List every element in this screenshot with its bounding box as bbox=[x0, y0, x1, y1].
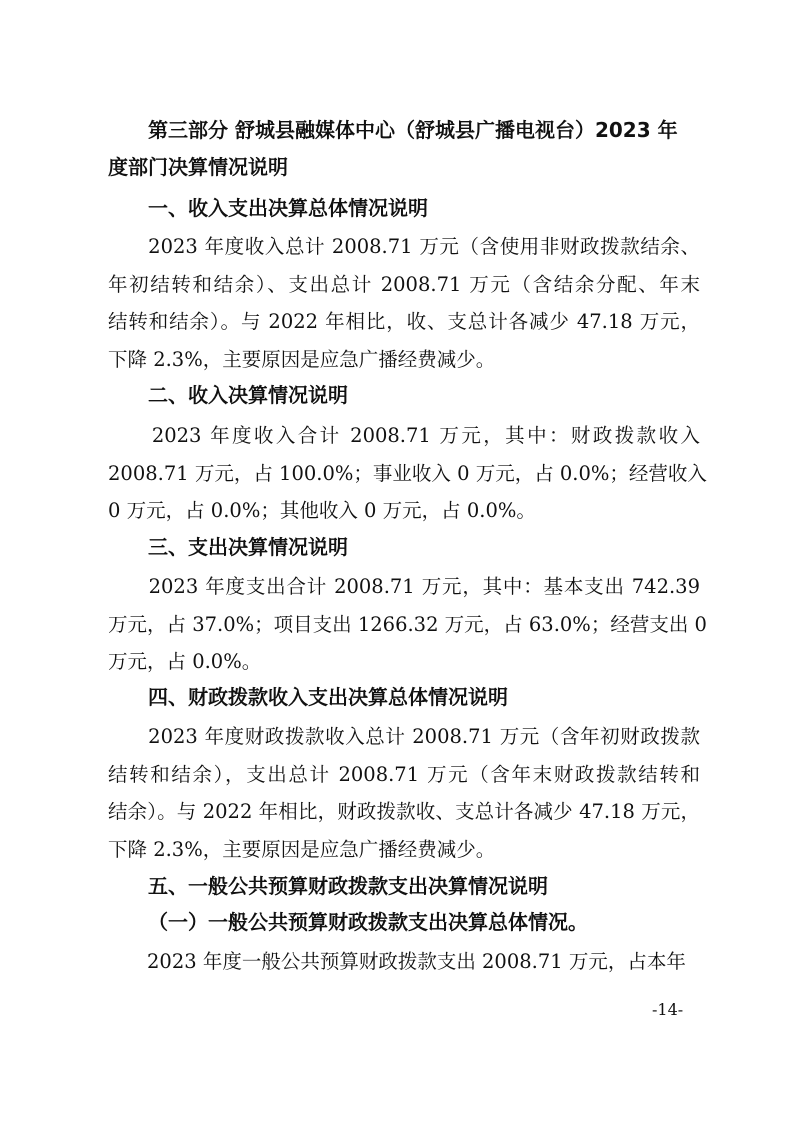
paragraph-line: 结转和结余），支出总计 2008.71 万元（含年末财政拨款结转和 bbox=[108, 762, 700, 786]
paragraph-line: 2023 年度收入总计 2008.71 万元（含使用非财政拨款结余、 bbox=[108, 235, 700, 258]
section-5-subheading: （一）一般公共预算财政拨款支出决算总体情况。 bbox=[148, 910, 588, 934]
paragraph-line: 2023 年度收入合计 2008.71 万元，其中：财政拨款收入 bbox=[108, 424, 700, 447]
paragraph-line: 下降 2.3%，主要原因是应急广播经费减少。 bbox=[108, 837, 496, 861]
section-5-heading: 五、一般公共预算财政拨款支出决算情况说明 bbox=[148, 874, 548, 898]
title-line-2: 度部门决算情况说明 bbox=[108, 155, 288, 179]
section-1-heading: 一、收入支出决算总体情况说明 bbox=[148, 196, 428, 220]
paragraph-line: 年初结转和结余）、支出总计 2008.71 万元（含结余分配、年末 bbox=[108, 272, 700, 296]
section-2-paragraph bbox=[108, 417, 707, 530]
section-2-heading: 二、收入决算情况说明 bbox=[148, 383, 348, 407]
paragraph-line: 结转和结余）。与 2022 年相比，收、支总计各减少 47.18 万元， bbox=[108, 310, 700, 333]
paragraph-line: 结余）。与 2022 年相比，财政拨款收、支总计各减少 47.18 万元， bbox=[108, 800, 700, 823]
page-number: -14- bbox=[652, 1000, 684, 1019]
paragraph-line: 0 万元，占 0.0%；其他收入 0 万元，占 0.0%。 bbox=[108, 499, 536, 522]
paragraph-line: 2023 年度一般公共预算财政拨款支出 2008.71 万元，占本年 bbox=[108, 950, 686, 973]
paragraph-line: 2008.71 万元，占 100.0%；事业收入 0 万元，占 0.0%；经营收入 bbox=[108, 461, 707, 485]
document-title bbox=[108, 112, 698, 186]
section-4-paragraph bbox=[108, 718, 700, 868]
section-5-paragraph bbox=[108, 943, 700, 981]
title-line-1: 第三部分 舒城县融媒体中心（舒城县广播电视台）2023 年 bbox=[148, 118, 678, 142]
section-3-heading: 三、支出决算情况说明 bbox=[148, 535, 348, 559]
section-4-heading: 四、财政拨款收入支出决算总体情况说明 bbox=[148, 685, 508, 709]
paragraph-line: 2023 年度支出合计 2008.71 万元，其中：基本支出 742.39 bbox=[108, 575, 700, 598]
section-1-paragraph bbox=[108, 228, 700, 378]
paragraph-line: 2023 年度财政拨款收入总计 2008.71 万元（含年初财政拨款 bbox=[108, 725, 700, 748]
section-3-paragraph bbox=[108, 568, 707, 681]
paragraph-line: 下降 2.3%，主要原因是应急广播经费减少。 bbox=[108, 347, 496, 371]
paragraph-line: 万元，占 0.0%。 bbox=[108, 650, 262, 673]
paragraph-line: 万元，占 37.0%；项目支出 1266.32 万元，占 63.0%；经营支出 0 bbox=[108, 612, 707, 636]
